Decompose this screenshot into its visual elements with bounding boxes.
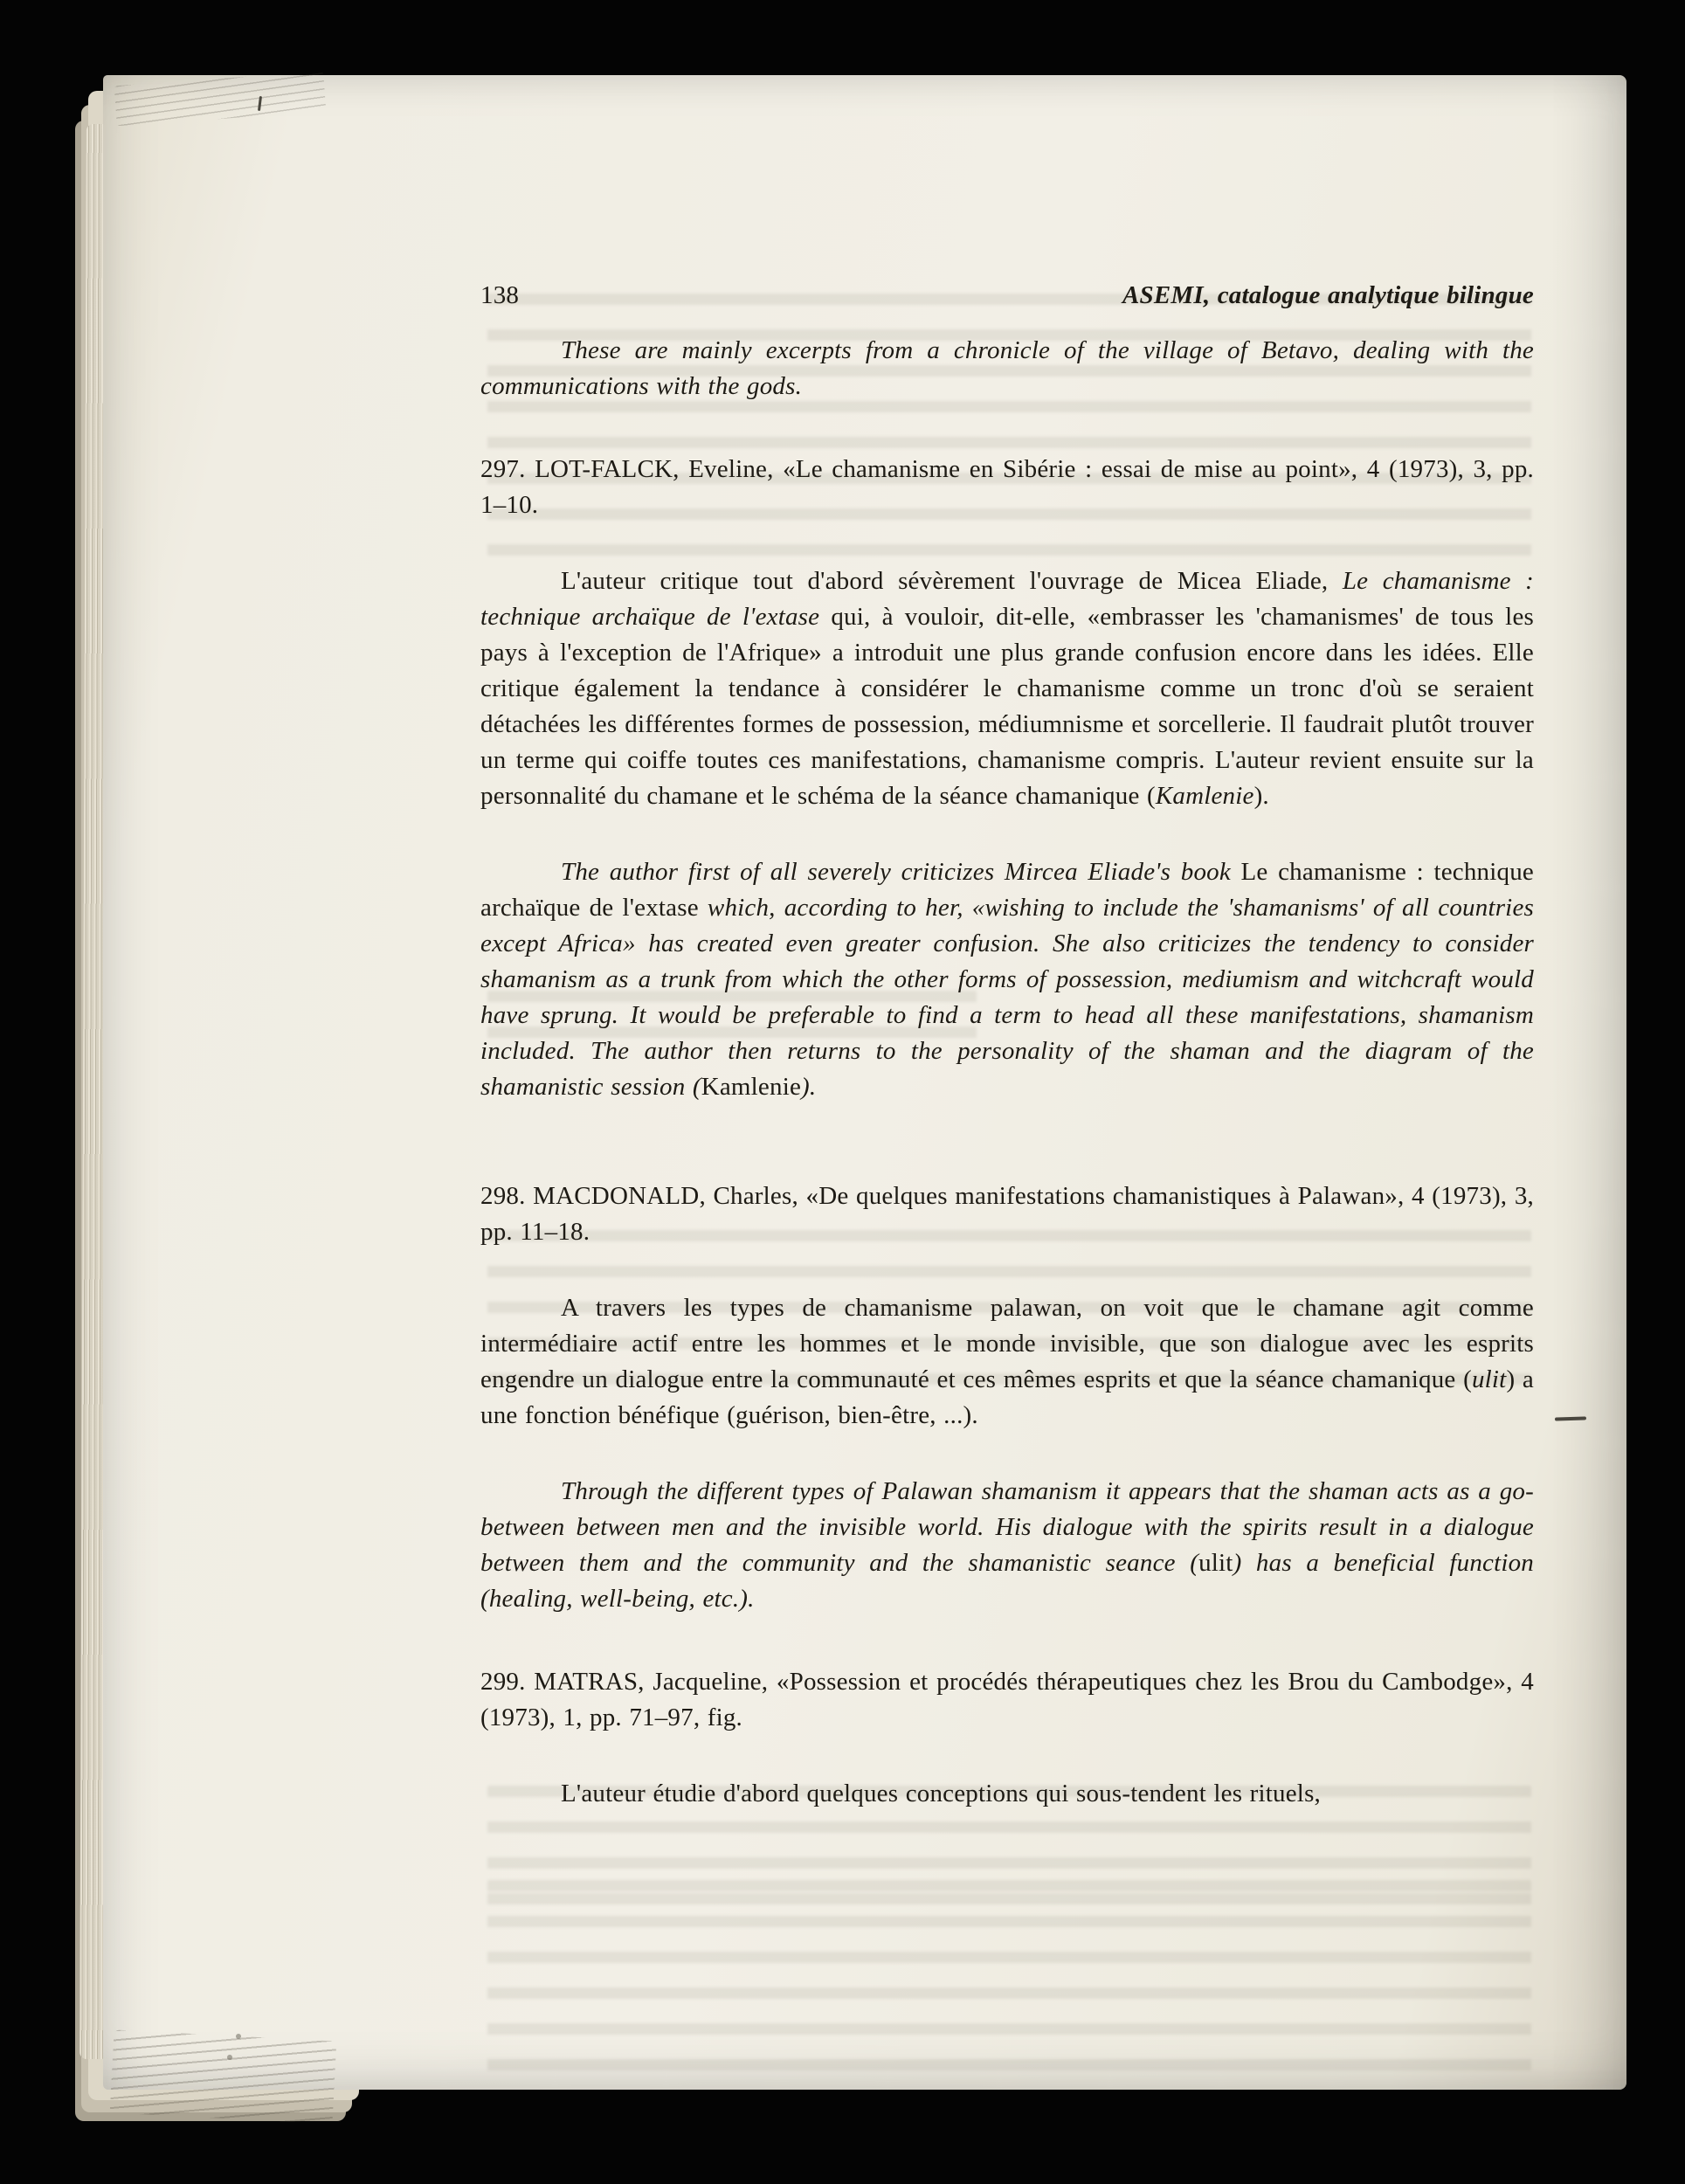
page-number: 138: [480, 281, 520, 309]
book-page: [103, 75, 1626, 2090]
entry-298-heading: 298. MACDONALD, Charles, «De quelques manifestations chamanistiques à Palawan», 4 (1973), 3, pp. 11–18.: [480, 1182, 1534, 1246]
entry-299-french-abstract-first-line: L'auteur étudie d'abord quelques conceptions qui sous-tendent les rituels,: [561, 1780, 1322, 1807]
entry-297-english-abstract: The author first of all severely criticizes Mircea Eliade's book Le chamanisme : technique archaïque de l'extase which, according to her, «wishing to include the 'shamanisms' of all countries except Africa» has created even greater confusion. She also criticizes the tendency to consider shamanism as a trunk from which the other forms of possession, mediumism and witchcraft would have sprung. It would be preferable to find a term to head all these manifestations, shamanism included. The author then returns to the personality of the shaman and the diagram of the shamanistic session (Kamlenie).: [480, 858, 1534, 1101]
paragraph-intro-english: These are mainly excerpts from a chronicle of the village of Betavo, dealing with the communications with the gods.: [480, 336, 1534, 400]
bleedthrough-text: [487, 1880, 1531, 2077]
entry-297-french-abstract: L'auteur critique tout d'abord sévèrement l'ouvrage de Micea Eliade, Le chamanisme : technique archaïque de l'extase qui, à vouloir, dit-elle, «embrasser les 'chamanismes' de tous les pays à l'exception de l'Afrique» a introduit une plus grande confusion encore dans les idées. Elle critique également la tendance à considérer le chamanisme comme un tronc d'où se seraient détachées les différentes formes de possession, médiumnisme et sorcellerie. Il faudrait plutôt trouver un terme qui coiffe toutes ces manifestations, chamanisme compris. L'auteur revient ensuite sur la personnalité du chamane et le schéma de la séance chamanique (Kamlenie).: [480, 567, 1534, 810]
paper-speck: [227, 2055, 232, 2060]
text-block: [480, 278, 1534, 1812]
paper-speck: [236, 2034, 241, 2039]
entry-298-french-abstract: A travers les types de chamanisme palawan, on voit que le chamane agit comme intermédiaire actif entre les hommes et le monde invisible, que son dialogue avec les esprits engendre un dialogue entre la communauté et ces mêmes esprits et que la séance chamanique (ulit) a une fonction bénéfique (guérison, bien-être, ...).: [480, 1294, 1534, 1429]
running-header: ASEMI, catalogue analytique bilingue: [1122, 281, 1534, 309]
page-stack-edges-bottom: [110, 2029, 337, 2124]
running-head-row: [480, 278, 1534, 314]
stray-pen-mark: [1555, 1416, 1586, 1420]
entry-299-heading: 299. MATRAS, Jacqueline, «Possession et procédés thérapeutiques chez les Brou du Cambodge», 4 (1973), 1, pp. 71–97, fig.: [480, 1668, 1534, 1731]
entry-298-english-abstract: Through the different types of Palawan shamanism it appears that the shaman acts as a go-between between men and the invisible world. His dialogue with the spirits result in a dialogue between them and the community and the shamanistic seance (ulit) has a beneficial function (healing, well-being, etc.).: [480, 1477, 1534, 1613]
entry-297-heading: 297. LOT-FALCK, Eveline, «Le chamanisme en Sibérie : essai de mise au point», 4 (1973), 3, pp. 1–10.: [480, 455, 1534, 519]
